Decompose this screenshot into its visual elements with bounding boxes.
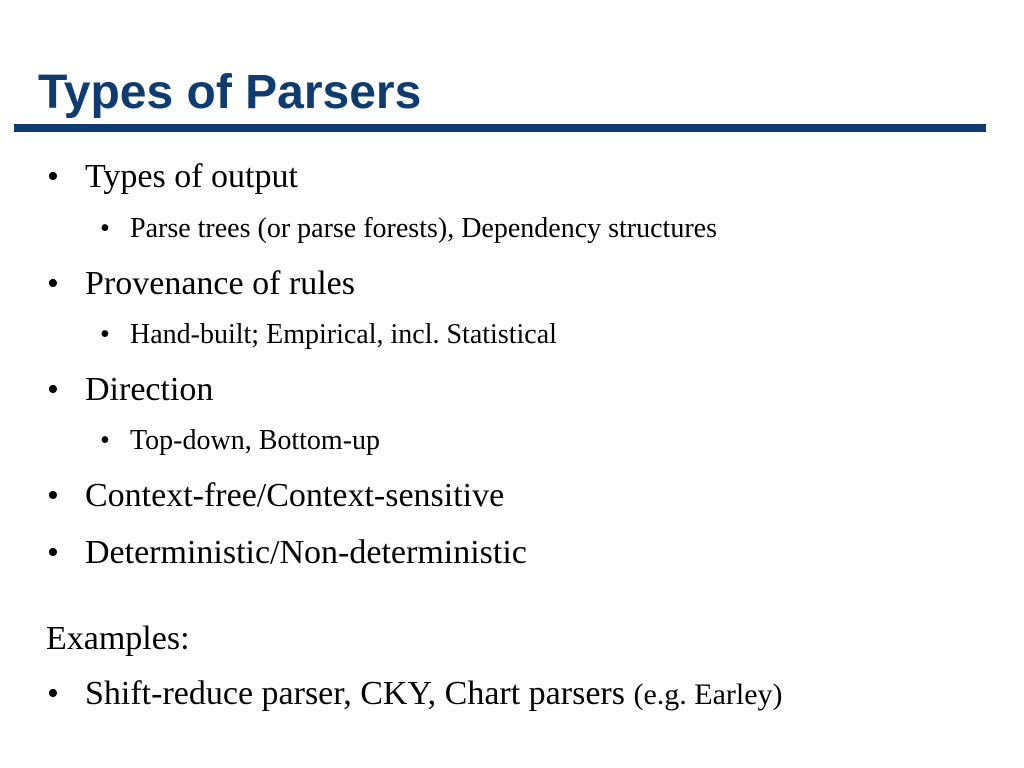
bullet-icon: •: [47, 477, 59, 514]
list-item-text: Deterministic/Non-deterministic: [85, 534, 527, 571]
bullet-icon: •: [100, 425, 110, 456]
list-item-types-of-output: [47, 157, 298, 197]
bullet-icon: •: [47, 371, 59, 408]
list-item-text: Provenance of rules: [85, 265, 356, 302]
bullet-icon: •: [100, 319, 110, 350]
list-subitem-parse-trees: [100, 212, 717, 246]
list-item-provenance: [47, 264, 356, 304]
list-item-deterministic: [47, 533, 527, 573]
bullet-icon: •: [47, 265, 59, 302]
list-item-examples: [47, 674, 783, 715]
bullet-icon: •: [100, 213, 110, 244]
bullet-icon: •: [47, 675, 59, 712]
list-item-text: Parse trees (or parse forests), Dependency structures: [130, 213, 717, 244]
list-item-text: Direction: [85, 371, 214, 408]
title-divider: [14, 124, 986, 132]
list-item-text: Context-free/Context-sensitive: [85, 477, 505, 514]
list-item-text: Top-down, Bottom-up: [130, 425, 381, 456]
bullet-icon: •: [47, 158, 59, 195]
bullet-icon: •: [47, 534, 59, 571]
list-item-text: Hand-built; Empirical, incl. Statistical: [130, 319, 557, 350]
list-item-direction: [47, 370, 214, 410]
examples-heading: Examples:: [46, 620, 190, 657]
list-item-context: [47, 476, 505, 516]
slide-title: Types of Parsers: [38, 66, 422, 119]
list-subitem-hand-built: [100, 318, 557, 352]
list-subitem-top-down: [100, 424, 381, 458]
examples-item-text: Shift-reduce parser, CKY, Chart parsers: [85, 675, 625, 712]
examples-item-note: (e.g. Earley): [633, 678, 783, 711]
list-item-text: Types of output: [85, 158, 298, 195]
